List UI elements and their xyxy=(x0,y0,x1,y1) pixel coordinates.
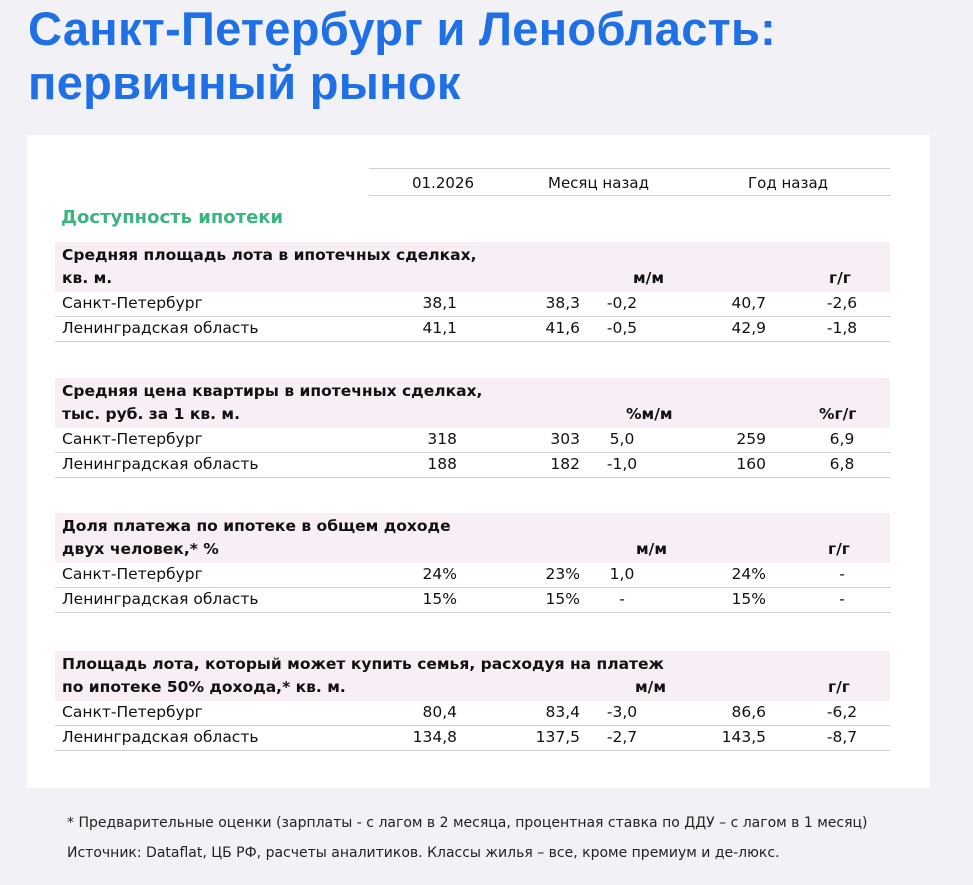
value-year-ago: 143,5 xyxy=(721,728,766,746)
value-mm: -0,5 xyxy=(606,319,638,337)
value-yy: -8,7 xyxy=(826,728,858,746)
value-yy: 6,9 xyxy=(829,430,855,448)
value-yy: -1,8 xyxy=(826,319,858,337)
value-month-ago: 23% xyxy=(545,565,580,583)
value-month-ago: 38,3 xyxy=(545,294,580,312)
table-row xyxy=(55,292,890,317)
column-headers xyxy=(369,168,890,196)
page-title xyxy=(28,2,776,110)
value-current: 188 xyxy=(427,455,457,473)
column-header-month-ago: Месяц назад xyxy=(548,174,649,192)
region-label: Ленинградская область xyxy=(62,590,259,608)
value-current: 134,8 xyxy=(412,728,457,746)
metric-block-lot-area xyxy=(55,242,890,342)
region-label: Ленинградская область xyxy=(62,319,259,337)
section-title: Доступность ипотеки xyxy=(61,207,284,228)
value-current: 24% xyxy=(422,565,457,583)
value-current: 80,4 xyxy=(422,703,457,721)
value-yy: - xyxy=(839,590,845,608)
mm-label: %м/м xyxy=(626,405,673,423)
metric-block-affordable-area xyxy=(55,651,890,751)
block-title-line1: Средняя цена квартиры в ипотечных сделках, xyxy=(62,382,483,400)
footnote: * Предварительные оценки (зарплаты - с лагом в 2 месяца, процентная ставка по ДДУ – с лагом в 1 месяц) xyxy=(67,815,868,831)
value-month-ago: 15% xyxy=(545,590,580,608)
table-row xyxy=(55,726,890,751)
column-header-current: 01.2026 xyxy=(412,174,475,192)
page-title-line1: Санкт-Петербург и Ленобласть: xyxy=(28,2,777,55)
yy-label: г/г xyxy=(828,540,850,558)
value-current: 41,1 xyxy=(422,319,457,337)
block-title-line2: кв. м. xyxy=(62,269,113,287)
value-yy: - xyxy=(839,565,845,583)
value-month-ago: 41,6 xyxy=(545,319,580,337)
value-year-ago: 15% xyxy=(731,590,766,608)
block-title-line1: Площадь лота, который может купить семья, расходуя на платеж xyxy=(62,655,664,673)
value-mm: -2,7 xyxy=(606,728,638,746)
value-yy: -2,6 xyxy=(826,294,858,312)
value-mm: -0,2 xyxy=(606,294,638,312)
mm-label: м/м xyxy=(636,540,667,558)
block-header xyxy=(55,378,890,428)
region-label: Ленинградская область xyxy=(62,728,259,746)
region-label: Санкт-Петербург xyxy=(62,430,203,448)
table-row xyxy=(55,701,890,726)
mm-label: м/м xyxy=(633,269,664,287)
value-month-ago: 83,4 xyxy=(545,703,580,721)
value-mm: 1,0 xyxy=(609,565,635,583)
value-current: 15% xyxy=(422,590,457,608)
value-month-ago: 137,5 xyxy=(535,728,580,746)
table-row xyxy=(55,428,890,453)
region-label: Ленинградская область xyxy=(62,455,259,473)
source-note: Источник: Dataflat, ЦБ РФ, расчеты аналитиков. Классы жилья – все, кроме премиум и де-люкс. xyxy=(67,845,780,861)
region-label: Санкт-Петербург xyxy=(62,565,203,583)
table-row xyxy=(55,317,890,342)
value-month-ago: 182 xyxy=(550,455,580,473)
value-mm: -3,0 xyxy=(606,703,638,721)
yy-label: г/г xyxy=(828,678,850,696)
region-label: Санкт-Петербург xyxy=(62,703,203,721)
block-header xyxy=(55,242,890,292)
mm-label: м/м xyxy=(635,678,666,696)
value-mm: 5,0 xyxy=(609,430,635,448)
value-year-ago: 42,9 xyxy=(731,319,766,337)
table-row xyxy=(55,453,890,478)
value-year-ago: 86,6 xyxy=(731,703,766,721)
metric-block-price xyxy=(55,378,890,478)
yy-label: г/г xyxy=(829,269,851,287)
block-header xyxy=(55,651,890,701)
yy-label: %г/г xyxy=(819,405,857,423)
block-header xyxy=(55,513,890,563)
value-mm: - xyxy=(619,590,625,608)
metric-block-payment-share xyxy=(55,513,890,613)
block-title-line2: тыс. руб. за 1 кв. м. xyxy=(62,405,240,423)
value-current: 318 xyxy=(427,430,457,448)
value-yy: -6,2 xyxy=(826,703,858,721)
value-month-ago: 303 xyxy=(550,430,580,448)
table-row xyxy=(55,563,890,588)
value-yy: 6,8 xyxy=(829,455,855,473)
value-year-ago: 259 xyxy=(736,430,766,448)
value-year-ago: 24% xyxy=(731,565,766,583)
value-current: 38,1 xyxy=(422,294,457,312)
block-title-line2: двух человек,* % xyxy=(62,540,219,558)
block-title-line1: Средняя площадь лота в ипотечных сделках, xyxy=(62,246,477,264)
block-title-line1: Доля платежа по ипотеке в общем доходе xyxy=(62,517,451,535)
table-row xyxy=(55,588,890,613)
region-label: Санкт-Петербург xyxy=(62,294,203,312)
block-title-line2: по ипотеке 50% дохода,* кв. м. xyxy=(62,678,346,696)
page-title-line2: первичный рынок xyxy=(28,56,461,109)
value-mm: -1,0 xyxy=(606,455,638,473)
value-year-ago: 40,7 xyxy=(731,294,766,312)
column-header-year-ago: Год назад xyxy=(748,174,829,192)
value-year-ago: 160 xyxy=(736,455,766,473)
